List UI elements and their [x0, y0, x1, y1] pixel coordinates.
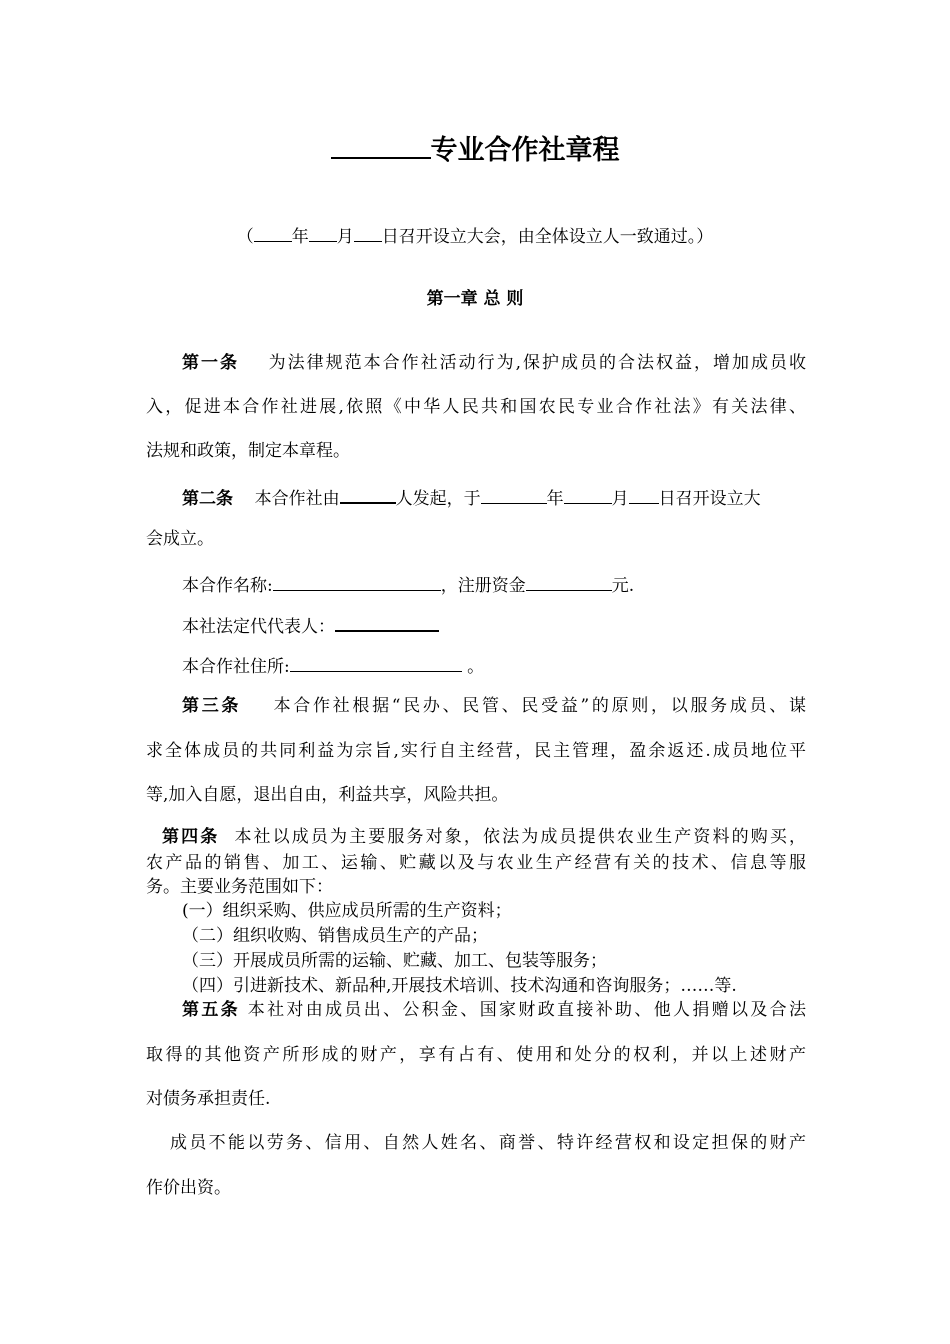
legal-rep-line: 本社法定代代表人： — [182, 612, 439, 638]
business-item: （二）组织收购、销售成员生产的产品； — [182, 926, 488, 946]
legal-rep-blank — [335, 612, 439, 632]
page-title — [0, 131, 950, 168]
adoption-note: （ 年 月 日召开设立大会，由全体设立人一致通过。） — [0, 223, 950, 248]
coop-name-blank — [273, 572, 441, 591]
article-5-line-5: 作价出资。 — [146, 1178, 231, 1198]
article-4-line-2: 农产品的销售、加工、运输、贮藏以及与农业生产经营有关的技术、信息等服 — [146, 853, 806, 873]
business-item: （四）引进新技术、新品种,开展技术培训、技术沟通和咨询服务；……等. — [182, 976, 737, 996]
year-blank — [481, 485, 547, 504]
article-1-line-2: 入，促进本合作社进展,依照《中华人民共和国农民专业合作社法》有关法律、 — [146, 397, 806, 417]
address-blank — [290, 653, 462, 672]
article-label: 第二条 — [182, 489, 233, 509]
day-blank — [354, 223, 382, 242]
chapter-heading: 第一章 总 则 — [426, 289, 524, 309]
article-4-line-3: 务。主要业务范围如下： — [146, 877, 333, 897]
article-2-line-2: 会成立。 — [146, 529, 214, 549]
article-1-line-1: 第一条 为法律规范本合作社活动行为,保护成员的合法权益，增加成员收 — [182, 353, 807, 373]
article-2-line-1: 第二条 本合作社由 人发起，于 年 月 日召开设立大 — [182, 484, 761, 510]
business-item: （三）开展成员所需的运输、贮藏、加工、包装等服务； — [182, 951, 607, 971]
article-5-line-2: 取得的其他资产所形成的财产，享有占有、使用和处分的权利，并以上述财产 — [146, 1045, 806, 1065]
article-label: 第五条 — [182, 1000, 240, 1020]
article-label: 第四条 — [162, 827, 220, 847]
article-label: 第三条 — [182, 696, 242, 716]
article-1-line-3: 法规和政策，制定本章程。 — [146, 441, 350, 461]
month-blank — [309, 223, 337, 242]
article-5-line-4: 成员不能以劳务、信用、自然人姓名、商誉、特许经营权和设定担保的财产 — [170, 1133, 806, 1153]
coop-name-line: 本合作名称: ，注册资金 元. — [182, 572, 634, 597]
article-5-line-1: 第五条 本社对由成员出、公积金、国家财政直接补助、他人捐赠以及合法 — [182, 1000, 807, 1020]
year-blank — [254, 223, 292, 242]
name-blank — [331, 131, 431, 159]
day-blank — [629, 485, 659, 504]
title-text: 专业合作社章程 — [430, 135, 620, 166]
article-4-line-1: 第四条 本社以成员为主要服务对象，依法为成员提供农业生产资料的购买， — [162, 827, 807, 847]
article-label: 第一条 — [182, 353, 239, 373]
article-3-line-3: 等,加入自愿，退出自由，利益共享，风险共担。 — [146, 785, 509, 805]
article-5-line-3: 对债务承担责任. — [146, 1089, 271, 1109]
month-blank — [564, 485, 612, 504]
capital-blank — [526, 572, 612, 591]
business-item: (一）组织采购、供应成员所需的生产资料； — [182, 901, 512, 921]
article-3-line-1: 第三条 本合作社根据“民办、民管、民受益”的原则，以服务成员、谋 — [182, 696, 806, 716]
article-3-line-2: 求全体成员的共同利益为宗旨,实行自主经营，民主管理，盈余返还.成员地位平 — [146, 741, 806, 761]
founders-blank — [340, 484, 396, 504]
address-line: 本合作社住所: 。 — [182, 653, 484, 678]
